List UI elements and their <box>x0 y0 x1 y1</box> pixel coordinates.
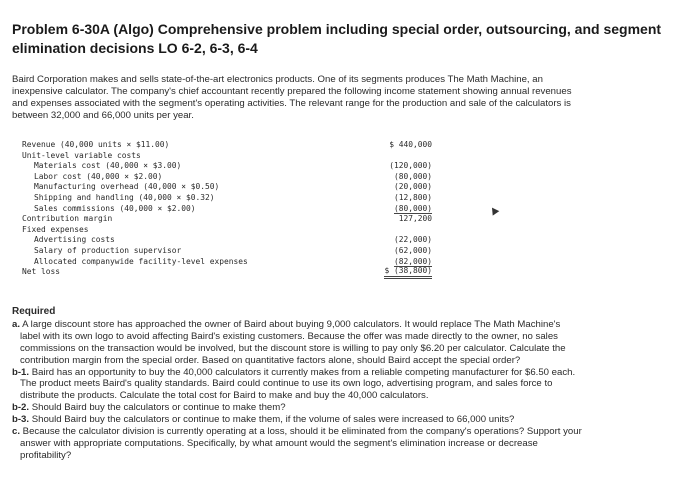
req-c-line: profitability? <box>20 449 72 461</box>
revenue-amount: $ 440,000 <box>389 140 432 149</box>
variable-costs-header: Unit-level variable costs <box>22 150 141 160</box>
statement-row-commissions <box>22 204 442 215</box>
req-b3-text: Should Baird buy the calculators or continue to make them, if the volume of sales were increased to 66,000 units? <box>29 414 515 426</box>
req-a-line: contribution margin from the special order. Based on quantitative factors alone, should Baird accept the special order? <box>20 354 521 366</box>
facility-amount: (82,000) <box>393 256 432 266</box>
supervisor-amount: (62,000) <box>393 245 432 255</box>
net-loss-amount: $ (38,800) <box>384 267 432 279</box>
req-b2-text: Should Baird buy the calculators or continue to make them? <box>29 402 286 414</box>
labor-amount: (80,000) <box>393 171 432 181</box>
required-heading: Required <box>12 306 56 317</box>
supervisor-label: Salary of production supervisor <box>34 245 182 255</box>
statement-row-variable-header <box>22 151 442 162</box>
title-line-1: Problem 6-30A (Algo) Comprehensive problem including special order, outsourcing, and segment <box>12 21 662 37</box>
req-b1-line: distribute the products. Calculate the total cost for Baird to make and buy the 40,000 calculators. <box>20 390 429 402</box>
req-a-text: A large discount store has approached the owner of Baird about buying 9,000 calculators. It would replace The Math Machine's <box>20 318 561 330</box>
statement-row-labor <box>22 172 442 183</box>
statement-row-net <box>22 267 442 278</box>
overhead-label: Manufacturing overhead (40,000 × $0.50) <box>34 182 220 192</box>
fixed-expenses-header: Fixed expenses <box>22 224 89 234</box>
req-b1-tag: b-1. <box>12 366 30 378</box>
statement-row-advertising <box>22 235 442 246</box>
req-b1-line <box>12 367 688 379</box>
req-b2-line <box>12 402 688 414</box>
req-c-tag: c. <box>12 426 21 438</box>
req-b3-tag: b-3. <box>12 414 30 426</box>
shipping-amount: (12,800) <box>393 192 432 202</box>
mouse-cursor-icon <box>489 205 500 215</box>
advertising-amount: (22,000) <box>393 235 432 245</box>
problem-title <box>12 20 688 58</box>
commissions-amount: (80,000) <box>393 203 432 213</box>
statement-row-contribution <box>22 214 442 225</box>
req-b2-tag: b-2. <box>12 402 30 414</box>
statement-row-overhead <box>22 182 442 193</box>
revenue-label: Revenue (40,000 units × $11.00) <box>22 140 170 149</box>
net-loss-label: Net loss <box>22 267 61 277</box>
req-a-line: label with its own logo to avoid affecting Baird's existing customers. Because the offer was made directly to the owner, no sales <box>20 330 558 342</box>
problem-intro <box>12 74 688 122</box>
req-c-line: answer with appropriate computations. Specifically, by what amount would the segment's elimination increase or decrease <box>20 437 538 449</box>
req-b1-text: Baird has an opportunity to buy the 40,000 calculators it currently makes from a reliable competing manufacturer for $6.50 each. <box>29 366 576 378</box>
title-line-2: elimination decisions LO 6-2, 6-3, 6-4 <box>12 40 258 56</box>
statement-row-materials <box>22 161 442 172</box>
advertising-label: Advertising costs <box>34 235 115 245</box>
overhead-amount: (20,000) <box>393 182 432 192</box>
req-b1-line: The product meets Baird's quality standards. Baird could continue to use its own logo, advertising program, and sales force to <box>20 378 553 390</box>
req-a-tag: a. <box>12 318 21 330</box>
statement-row-facility <box>22 257 442 268</box>
req-b3-line <box>12 414 688 426</box>
req-a-line: commissions on the transaction would be involved, but the discount store is willing to pay only $6.20 per calculator. Calculate the <box>20 342 566 354</box>
statement-row-fixed-header <box>22 225 442 236</box>
intro-line: Baird Corporation makes and sells state-of-the-art electronics products. One of its segments produces The Math Machine, an <box>12 74 543 85</box>
req-c-text: Because the calculator division is currently operating at a loss, should it be eliminated from the company's operations? Support your <box>20 426 582 438</box>
statement-row-supervisor <box>22 246 442 257</box>
statement-row-shipping <box>22 193 442 204</box>
req-c-line <box>12 426 688 438</box>
intro-line: and expenses associated with the segment's operating activities. The relevant range for the production and sale of the calculators is <box>12 98 571 109</box>
required-section <box>12 306 688 462</box>
income-statement <box>22 140 442 278</box>
contribution-label: Contribution margin <box>22 214 113 224</box>
req-a-line <box>12 319 688 331</box>
facility-label: Allocated companywide facility-level expenses <box>34 256 248 266</box>
labor-label: Labor cost (40,000 × $2.00) <box>34 171 163 181</box>
shipping-label: Shipping and handling (40,000 × $0.32) <box>34 192 215 202</box>
materials-label: Materials cost (40,000 × $3.00) <box>34 161 182 171</box>
intro-line: between 32,000 and 66,000 units per year. <box>12 110 194 121</box>
statement-row-revenue <box>22 140 442 151</box>
commissions-label: Sales commissions (40,000 × $2.00) <box>34 203 196 213</box>
contribution-amount: 127,200 <box>398 214 432 224</box>
intro-line: inexpensive calculator. The company's chief accountant recently prepared the following income statement showing annual revenues <box>12 86 572 97</box>
materials-amount: (120,000) <box>389 161 432 171</box>
